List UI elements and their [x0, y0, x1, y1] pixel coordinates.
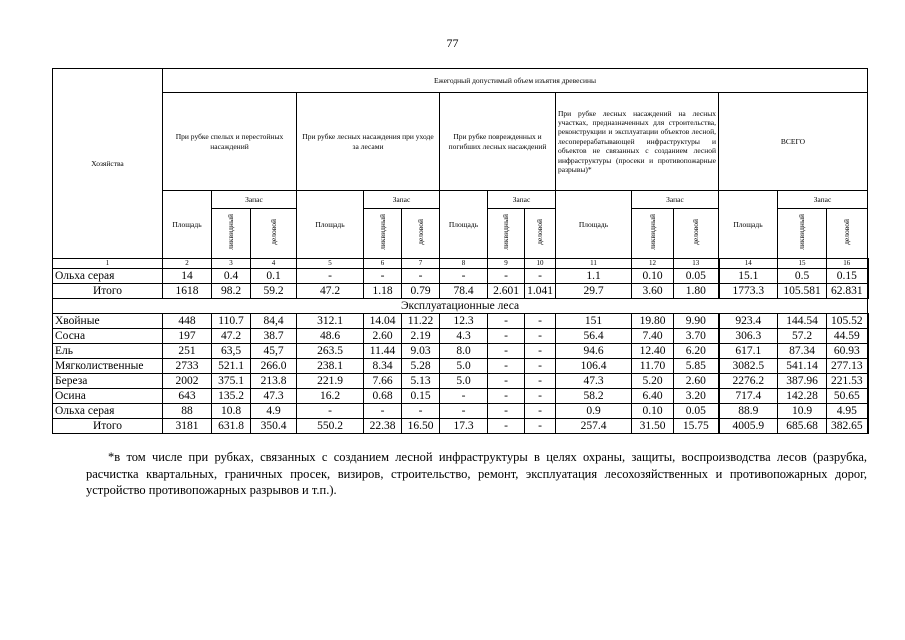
commercial-label: деловой: [268, 219, 278, 246]
area-header: Площадь: [297, 191, 364, 259]
liquid-header: [364, 209, 402, 259]
table-cell: 87.34: [778, 344, 827, 359]
table-cell: 98.2: [212, 284, 251, 299]
table-cell: 14: [163, 269, 212, 284]
table-cell: -: [525, 314, 556, 329]
table-cell: 5.20: [632, 374, 674, 389]
timber-harvest-table: [52, 68, 869, 434]
col-number: 10: [525, 259, 556, 269]
table-cell: 38.7: [251, 329, 297, 344]
col-number: 9: [488, 259, 525, 269]
table-cell: 47.3: [556, 374, 632, 389]
stock-header: Запас: [364, 191, 440, 209]
table-row: [53, 389, 868, 404]
table-cell: 0.68: [364, 389, 402, 404]
table-cell: 448: [163, 314, 212, 329]
table-cell: -: [525, 329, 556, 344]
table-cell: 5.0: [440, 359, 488, 374]
table-cell: -: [402, 269, 440, 284]
group-header-total: ВСЕГО: [719, 93, 868, 191]
table-cell: 135.2: [212, 389, 251, 404]
table-body: [53, 259, 868, 434]
table-row: [53, 269, 868, 284]
table-cell: 0.10: [632, 404, 674, 419]
liquid-label: ликвидный: [501, 214, 511, 251]
group-header-damaged: При рубке поврежденных и погибших лесных насаждений: [440, 93, 556, 191]
liquid-label: ликвидный: [377, 214, 387, 251]
table-cell: 382.65: [827, 419, 868, 434]
row-label: Итого: [53, 284, 163, 299]
table-cell: 5.13: [402, 374, 440, 389]
row-label: Ель: [53, 344, 163, 359]
table-cell: 251: [163, 344, 212, 359]
table-cell: -: [525, 374, 556, 389]
table-cell: 142.28: [778, 389, 827, 404]
table-cell: 0.10: [632, 269, 674, 284]
table-cell: 14.04: [364, 314, 402, 329]
section-title: Эксплуатационные леса: [53, 299, 868, 314]
commercial-label: деловой: [691, 219, 701, 246]
table-cell: 3.20: [674, 389, 719, 404]
table-cell: 78.4: [440, 284, 488, 299]
table-cell: -: [488, 374, 525, 389]
table-cell: 5.0: [440, 374, 488, 389]
row-label: Мягколиственные: [53, 359, 163, 374]
table-cell: 3082.5: [719, 359, 778, 374]
table-cell: 12.3: [440, 314, 488, 329]
table-cell: 9.90: [674, 314, 719, 329]
table-row: [53, 284, 868, 299]
table-cell: 0.4: [212, 269, 251, 284]
table-cell: 62.831: [827, 284, 868, 299]
table-cell: 88.9: [719, 404, 778, 419]
table-cell: 88: [163, 404, 212, 419]
col-number: 14: [719, 259, 778, 269]
col-number: 15: [778, 259, 827, 269]
table-cell: 17.3: [440, 419, 488, 434]
table-cell: 144.54: [778, 314, 827, 329]
table-cell: -: [440, 389, 488, 404]
liquid-header: [488, 209, 525, 259]
table-cell: 1618: [163, 284, 212, 299]
area-header: Площадь: [440, 191, 488, 259]
table-cell: 15.1: [719, 269, 778, 284]
commercial-label: деловой: [415, 219, 425, 246]
table-cell: 5.28: [402, 359, 440, 374]
table-cell: 16.2: [297, 389, 364, 404]
liquid-header: [212, 209, 251, 259]
table-cell: -: [297, 404, 364, 419]
table-cell: -: [364, 404, 402, 419]
table-cell: 10.8: [212, 404, 251, 419]
col-number: 3: [212, 259, 251, 269]
table-cell: 48.6: [297, 329, 364, 344]
area-header: Площадь: [556, 191, 632, 259]
table-cell: 238.1: [297, 359, 364, 374]
table-cell: 0.5: [778, 269, 827, 284]
table-cell: 0.15: [827, 269, 868, 284]
table-cell: 11.44: [364, 344, 402, 359]
table-cell: -: [525, 389, 556, 404]
table-cell: 0.9: [556, 404, 632, 419]
commercial-label: деловой: [842, 219, 852, 246]
table-cell: 60.93: [827, 344, 868, 359]
table-cell: -: [525, 359, 556, 374]
page-number: 77: [446, 36, 459, 50]
table-cell: 57.2: [778, 329, 827, 344]
table-cell: -: [440, 404, 488, 419]
table-cell: 257.4: [556, 419, 632, 434]
table-cell: 2.60: [364, 329, 402, 344]
table-cell: 47.3: [251, 389, 297, 404]
table-cell: 2276.2: [719, 374, 778, 389]
group-header-infrastructure: При рубке лесных насаждений на лесных участках, предназначенных для строительства, реконструкции и эксплуатации объектов лесной, лесоперерабатывающей инфраструктуры и объектов не связанных с созданием лесной инфраструктуры (просеки и противопожарные разрывы)*: [556, 93, 719, 191]
table-cell: -: [525, 419, 556, 434]
table-cell: 4.3: [440, 329, 488, 344]
stock-header: Запас: [212, 191, 297, 209]
table-cell: 306.3: [719, 329, 778, 344]
liquid-label: ликвидный: [226, 214, 236, 251]
table-cell: 1.80: [674, 284, 719, 299]
commercial-header: [827, 209, 868, 259]
table-cell: 4.9: [251, 404, 297, 419]
table-cell: 2.60: [674, 374, 719, 389]
row-label: Ольха серая: [53, 404, 163, 419]
table-row: [53, 359, 868, 374]
table-cell: -: [488, 419, 525, 434]
table-cell: -: [525, 404, 556, 419]
table-cell: 1.18: [364, 284, 402, 299]
table-cell: 9.03: [402, 344, 440, 359]
table-cell: 0.79: [402, 284, 440, 299]
table-cell: 50.65: [827, 389, 868, 404]
table-row: [53, 374, 868, 389]
table-cell: 19.80: [632, 314, 674, 329]
table-cell: 2733: [163, 359, 212, 374]
table-cell: 15.75: [674, 419, 719, 434]
table-row: [53, 314, 868, 329]
col-number: 5: [297, 259, 364, 269]
liquid-header: [632, 209, 674, 259]
table-cell: 11.22: [402, 314, 440, 329]
table-cell: 44.59: [827, 329, 868, 344]
table-cell: 3.60: [632, 284, 674, 299]
table-cell: 11.70: [632, 359, 674, 374]
table-cell: -: [525, 269, 556, 284]
table-cell: 350.4: [251, 419, 297, 434]
table-cell: 221.9: [297, 374, 364, 389]
row-label: Итого: [53, 419, 163, 434]
table-cell: -: [488, 314, 525, 329]
commercial-header: [525, 209, 556, 259]
row-label: Осина: [53, 389, 163, 404]
stock-header: Запас: [778, 191, 868, 209]
row-label: Ольха серая: [53, 269, 163, 284]
col-number: 12: [632, 259, 674, 269]
table-cell: 7.66: [364, 374, 402, 389]
table-cell: 29.7: [556, 284, 632, 299]
table-cell: 521.1: [212, 359, 251, 374]
table-cell: 94.6: [556, 344, 632, 359]
col-number: 1: [53, 259, 163, 269]
table-row: [53, 404, 868, 419]
table-cell: 2002: [163, 374, 212, 389]
table-header: [53, 69, 868, 259]
table-cell: 717.4: [719, 389, 778, 404]
table-cell: 1.041: [525, 284, 556, 299]
farms-header: Хозяйства: [53, 69, 163, 259]
commercial-header: [674, 209, 719, 259]
table-cell: 84,4: [251, 314, 297, 329]
row-label: Сосна: [53, 329, 163, 344]
table-cell: 2.19: [402, 329, 440, 344]
table-cell: -: [488, 344, 525, 359]
table-cell: 0.05: [674, 404, 719, 419]
liquid-label: ликвидный: [797, 214, 807, 251]
col-number: 13: [674, 259, 719, 269]
commercial-label: деловой: [535, 219, 545, 246]
table-cell: 550.2: [297, 419, 364, 434]
col-number: 2: [163, 259, 212, 269]
table-cell: 4005.9: [719, 419, 778, 434]
table-cell: 4.95: [827, 404, 868, 419]
group-header-mature: При рубке спелых и перестойных насаждений: [163, 93, 297, 191]
table-cell: 197: [163, 329, 212, 344]
table-row: [53, 329, 868, 344]
table-cell: 105.581: [778, 284, 827, 299]
area-header: Площадь: [163, 191, 212, 259]
table-cell: 16.50: [402, 419, 440, 434]
table-cell: 541.14: [778, 359, 827, 374]
table-cell: 3181: [163, 419, 212, 434]
table-cell: 375.1: [212, 374, 251, 389]
table-cell: 277.13: [827, 359, 868, 374]
table-cell: 47.2: [297, 284, 364, 299]
table-cell: -: [488, 359, 525, 374]
col-number: 11: [556, 259, 632, 269]
liquid-label: ликвидный: [647, 214, 657, 251]
table-cell: -: [488, 389, 525, 404]
table-cell: 5.85: [674, 359, 719, 374]
table-cell: 106.4: [556, 359, 632, 374]
col-number: 8: [440, 259, 488, 269]
stock-header: Запас: [488, 191, 556, 209]
table-cell: 685.68: [778, 419, 827, 434]
column-number-row: [53, 259, 868, 269]
table-cell: 151: [556, 314, 632, 329]
table-cell: 6.40: [632, 389, 674, 404]
table-cell: -: [488, 329, 525, 344]
table-cell: 263.5: [297, 344, 364, 359]
row-label: Хвойные: [53, 314, 163, 329]
table-row: [53, 419, 868, 434]
table-cell: 617.1: [719, 344, 778, 359]
table-cell: 387.96: [778, 374, 827, 389]
group-header-care: При рубке лесных насаждения при уходе за лесами: [297, 93, 440, 191]
table-cell: 10.9: [778, 404, 827, 419]
table-cell: -: [488, 404, 525, 419]
table-cell: 221.53: [827, 374, 868, 389]
table-cell: 110.7: [212, 314, 251, 329]
table-cell: 2.601: [488, 284, 525, 299]
table-cell: 631.8: [212, 419, 251, 434]
table-cell: 56.4: [556, 329, 632, 344]
table-cell: 7.40: [632, 329, 674, 344]
row-label: Береза: [53, 374, 163, 389]
table-cell: 45,7: [251, 344, 297, 359]
footnote: [86, 449, 867, 499]
col-number: 7: [402, 259, 440, 269]
table-cell: 8.34: [364, 359, 402, 374]
table-cell: -: [525, 344, 556, 359]
table-cell: 8.0: [440, 344, 488, 359]
table-cell: 266.0: [251, 359, 297, 374]
table-cell: 63,5: [212, 344, 251, 359]
table-cell: 47.2: [212, 329, 251, 344]
table-cell: -: [440, 269, 488, 284]
table-cell: 923.4: [719, 314, 778, 329]
table-cell: 31.50: [632, 419, 674, 434]
commercial-header: [402, 209, 440, 259]
table-cell: 0.05: [674, 269, 719, 284]
commercial-header: [251, 209, 297, 259]
table-cell: 0.15: [402, 389, 440, 404]
table-cell: 213.8: [251, 374, 297, 389]
table-cell: 6.20: [674, 344, 719, 359]
table-cell: 105.52: [827, 314, 868, 329]
table-cell: -: [402, 404, 440, 419]
col-number: 4: [251, 259, 297, 269]
table-cell: 12.40: [632, 344, 674, 359]
col-number: 6: [364, 259, 402, 269]
stock-header: Запас: [632, 191, 719, 209]
table-cell: 0.1: [251, 269, 297, 284]
table-cell: 59.2: [251, 284, 297, 299]
table-row: [53, 344, 868, 359]
liquid-header: [778, 209, 827, 259]
area-header: Площадь: [719, 191, 778, 259]
table-cell: 643: [163, 389, 212, 404]
table-cell: 58.2: [556, 389, 632, 404]
table-cell: 1773.3: [719, 284, 778, 299]
table-cell: 1.1: [556, 269, 632, 284]
main-header: Ежегодный допустимый объем изъятия древесины: [163, 69, 868, 93]
section-row: [53, 299, 868, 314]
col-number: 16: [827, 259, 868, 269]
table-cell: 3.70: [674, 329, 719, 344]
table-cell: -: [364, 269, 402, 284]
table-cell: -: [297, 269, 364, 284]
table-cell: 22.38: [364, 419, 402, 434]
table-cell: -: [488, 269, 525, 284]
table-cell: 312.1: [297, 314, 364, 329]
footnote-text: *в том числе при рубках, связанных с созданием лесной инфраструктуры в целях охраны, защиты, воспроизводства лесов (разрубка, расчистка квартальных, граничных просек, визиров, строительство, ремонт, эксплуатация лесохозяйственных и противопожарных дорог, устройство противопожарных разрывов и т.п.).: [86, 450, 867, 497]
